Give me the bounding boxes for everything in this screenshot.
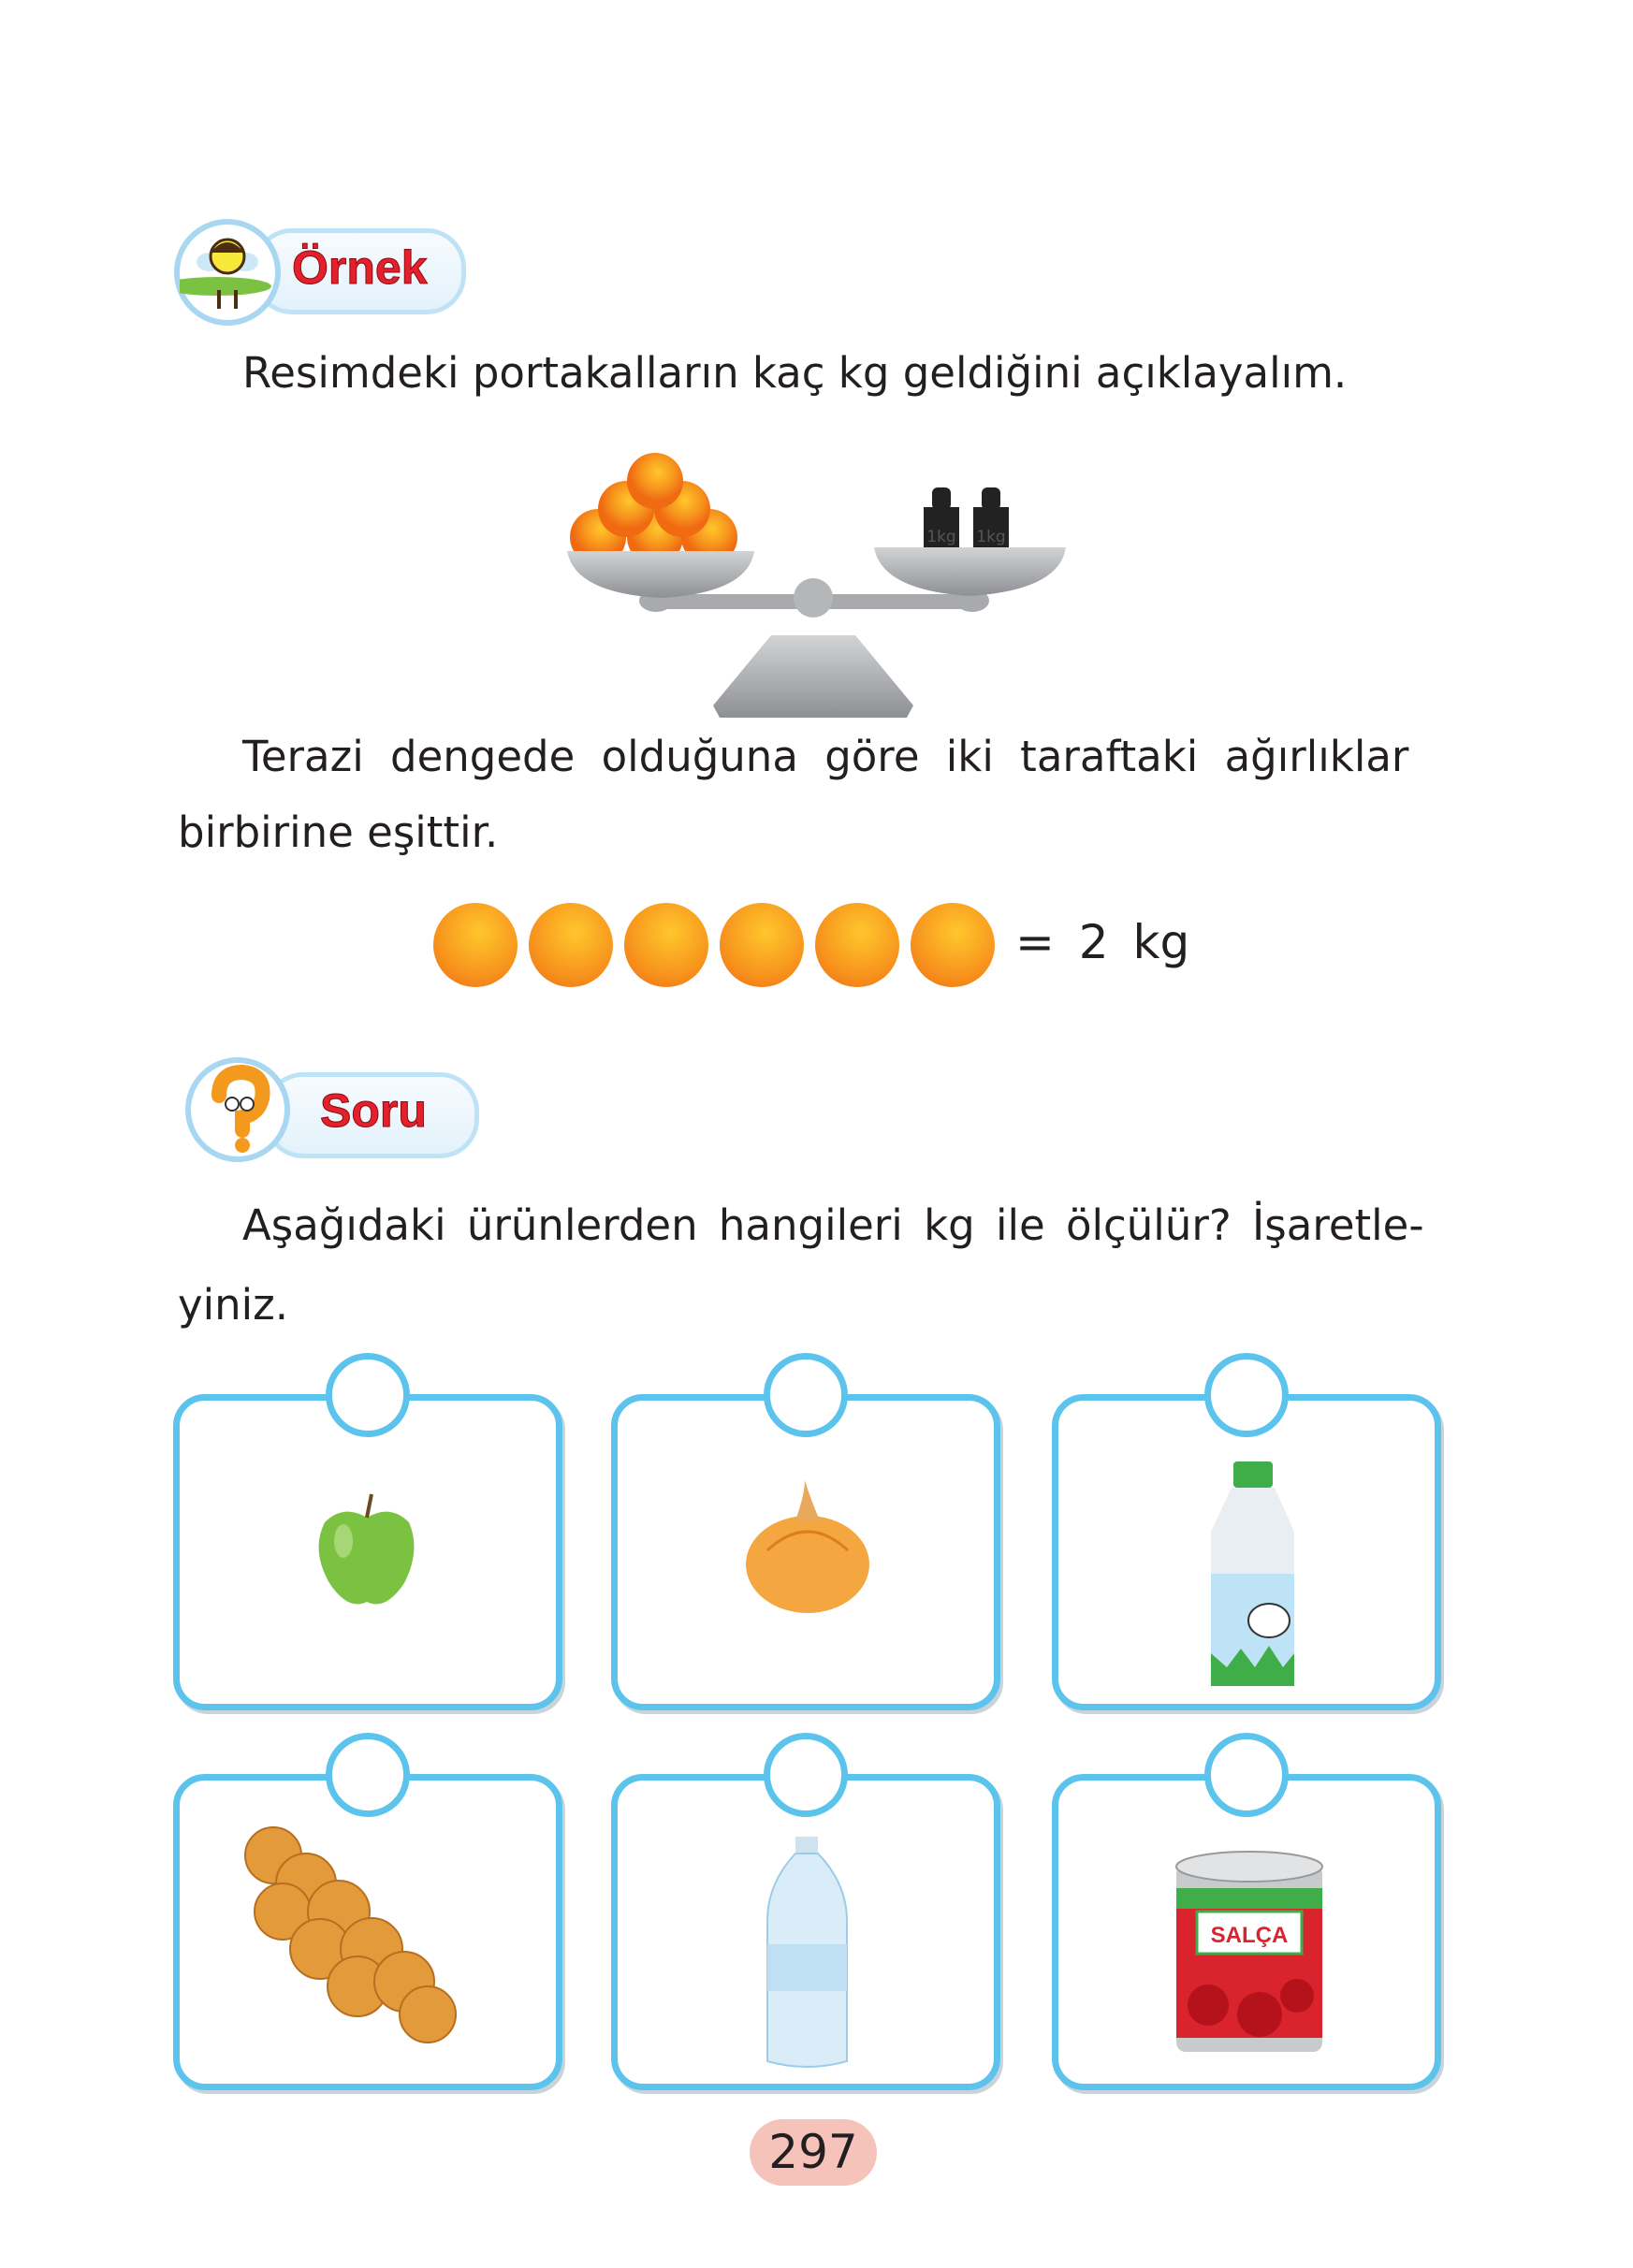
orange-icon <box>815 903 899 987</box>
orange-icon <box>433 903 518 987</box>
question-line-1: Aşağıdaki ürünlerden hangileri kg ile ölçülür? İşaretle- <box>242 1200 1424 1250</box>
option-card-apple <box>173 1394 562 1710</box>
question-line-2: yiniz. <box>178 1280 289 1330</box>
bread-icon <box>180 1781 556 2084</box>
onion-icon <box>618 1401 994 1704</box>
example-intro-text: Resimdeki portakalların kaç kg geldiğini açıklayalım. <box>242 348 1348 398</box>
page-number: 297 <box>750 2119 877 2186</box>
question-badge-label: Soru <box>320 1084 427 1137</box>
weight-label: 1kg <box>976 528 1006 546</box>
option-card-tomato-paste <box>1052 1774 1441 2090</box>
example-badge-label: Örnek <box>292 241 428 294</box>
orange-icon <box>720 903 804 987</box>
option-card-water <box>611 1774 1000 2090</box>
equation-text: = 2 kg <box>1015 915 1190 969</box>
orange-icon <box>624 903 708 987</box>
tomato-paste-can-icon <box>1058 1781 1435 2084</box>
option-card-onion <box>611 1394 1000 1710</box>
water-bottle-icon <box>618 1781 994 2084</box>
weight-label: 1kg <box>926 528 956 546</box>
apple-icon <box>180 1401 556 1704</box>
option-card-bread <box>173 1774 562 2090</box>
bee-mascot-icon <box>174 219 281 326</box>
can-label: SALÇA <box>1210 1923 1289 1948</box>
explanation-line-2: birbirine eşittir. <box>178 807 499 857</box>
option-card-milk <box>1052 1394 1441 1710</box>
milk-bottle-icon <box>1058 1401 1435 1704</box>
balance-scale-illustration <box>547 448 1082 723</box>
explanation-line-1: Terazi dengede olduğuna göre iki taraftaki ağırlıklar <box>242 732 1409 781</box>
question-mascot-icon <box>185 1057 290 1162</box>
orange-icon <box>911 903 995 987</box>
orange-icon <box>529 903 613 987</box>
